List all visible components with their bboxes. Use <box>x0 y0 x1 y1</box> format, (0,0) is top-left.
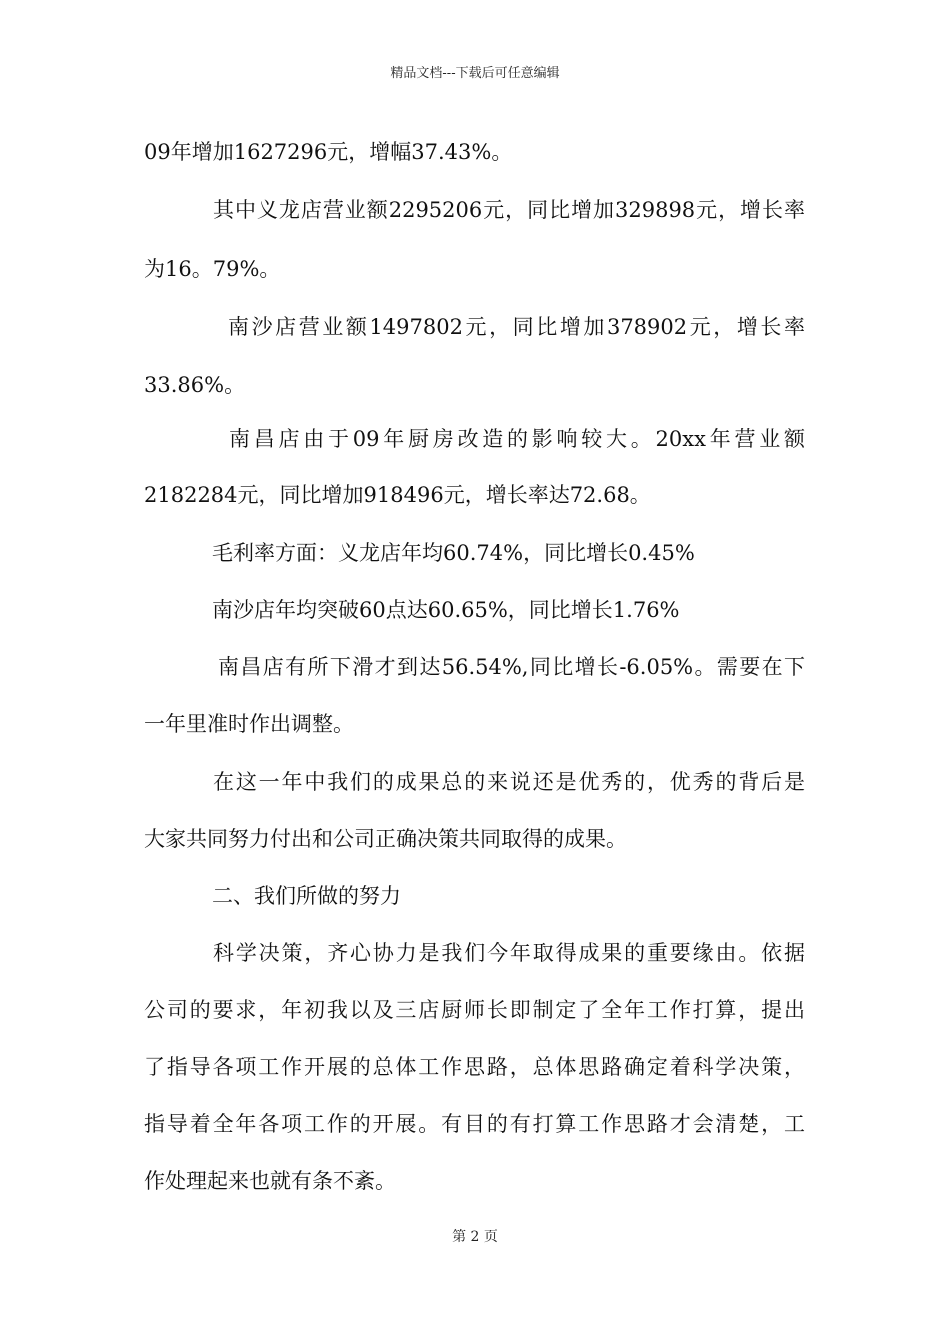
text-line: 南沙店营业额1497802元，同比增加378902元，增长率 <box>228 315 805 339</box>
text-line: 科学决策，齐心协力是我们今年取得成果的重要缘由。依据 <box>213 941 805 965</box>
text-line: 大家共同努力付出和公司正确决策共同取得的成果。 <box>144 827 627 851</box>
section-heading: 二、我们所做的努力 <box>212 884 401 908</box>
text-line: 作处理起来也就有条不紊。 <box>144 1169 396 1193</box>
text-line: 毛利率方面：义龙店年均60.74%，同比增长0.45% <box>212 541 695 565</box>
text-line: 了指导各项工作开展的总体工作思路，总体思路确定着科学决策， <box>144 1055 805 1079</box>
text-line: 2182284元，同比增加918496元，增长率达72.68。 <box>144 483 651 507</box>
text-line: 指导着全年各项工作的开展。有目的有打算工作思路才会清楚，工 <box>144 1112 805 1136</box>
text-line: 其中义龙店营业额2295206元，同比增加329898元，增长率 <box>213 198 805 222</box>
text-line: 南昌店有所下滑才到达56.54%,同比增长-6.05%。需要在下 <box>218 655 805 679</box>
text-line: 33.86%。 <box>144 373 246 397</box>
page-header: 精品文档---下载后可任意编辑 <box>390 66 560 81</box>
text-line: 公司的要求，年初我以及三店厨师长即制定了全年工作打算，提出 <box>144 998 805 1022</box>
text-line: 一年里准时作出调整。 <box>144 712 354 736</box>
text-line: 在这一年中我们的成果总的来说还是优秀的，优秀的背后是 <box>213 770 805 794</box>
text-line: 南沙店年均突破60点达60.65%，同比增长1.76% <box>212 598 680 622</box>
text-line: 为16。79%。 <box>144 257 281 281</box>
text-line: 09年增加1627296元，增幅37.43%。 <box>144 140 513 164</box>
page-number: 第 2 页 <box>452 1229 498 1245</box>
text-line: 南昌店由于09年厨房改造的影响较大。20xx年营业额 <box>229 427 805 451</box>
